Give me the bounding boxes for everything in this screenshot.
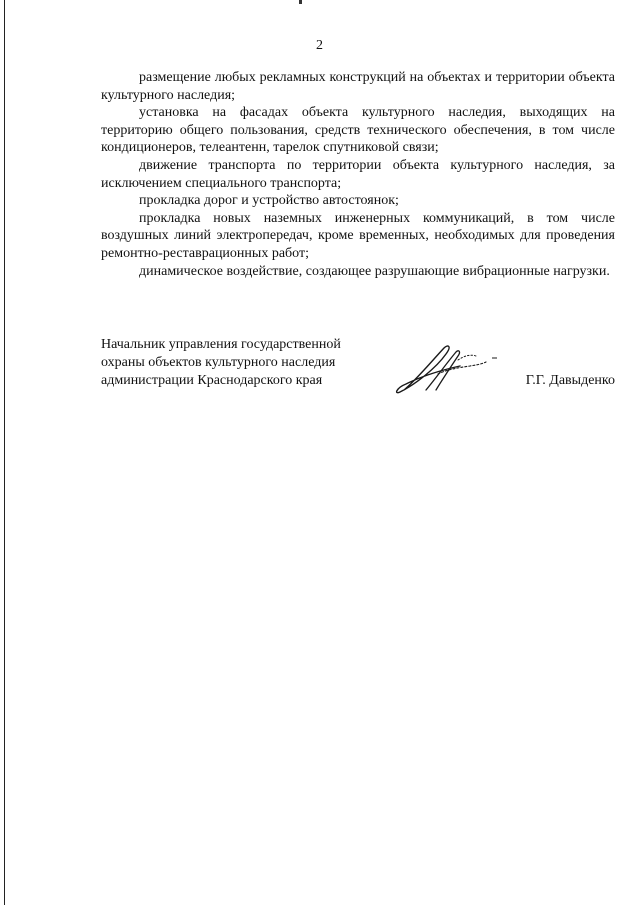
signature-block (101, 336, 615, 390)
document-body (101, 69, 615, 280)
paragraph-facade-installation: установка на фасадах объекта культурного наследия, выходящих на территорию общего пользования, средств технического обеспечения, в том числе кондиционеров, телеантенн, тарелок спутниковой связи; (101, 105, 615, 156)
paragraph-advertising: размещение любых рекламных конструкций на объектах и территории объекта культурного наследия; (101, 70, 615, 103)
paragraph-utilities: прокладка новых наземных инженерных коммуникаций, в том числе воздушных линий электропередач, кроме временных, необходимых для проведения ремонтно-реставрационных работ; (101, 210, 615, 261)
paragraph-dynamic-impact: динамическое воздействие, создающее разрушающие вибрационные нагрузки. (139, 263, 610, 279)
scan-edge-line (4, 0, 5, 905)
signer-position-line-2: охраны объектов культурного наследия (101, 355, 336, 370)
paragraph-roads: прокладка дорог и устройство автостоянок; (139, 193, 399, 209)
scan-artifact-mark (299, 0, 302, 4)
signer-position-line-1: Начальник управления государственной (101, 337, 341, 352)
paragraph-transport: движение транспорта по территории объекта культурного наследия, за исключением специального транспорта; (101, 157, 615, 191)
signer-name: Г.Г. Давыденко (525, 373, 615, 388)
handwritten-signature-icon (386, 340, 506, 398)
signer-position-line-3: администрации Краснодарского края (101, 373, 323, 388)
page-number: 2 (316, 38, 323, 53)
